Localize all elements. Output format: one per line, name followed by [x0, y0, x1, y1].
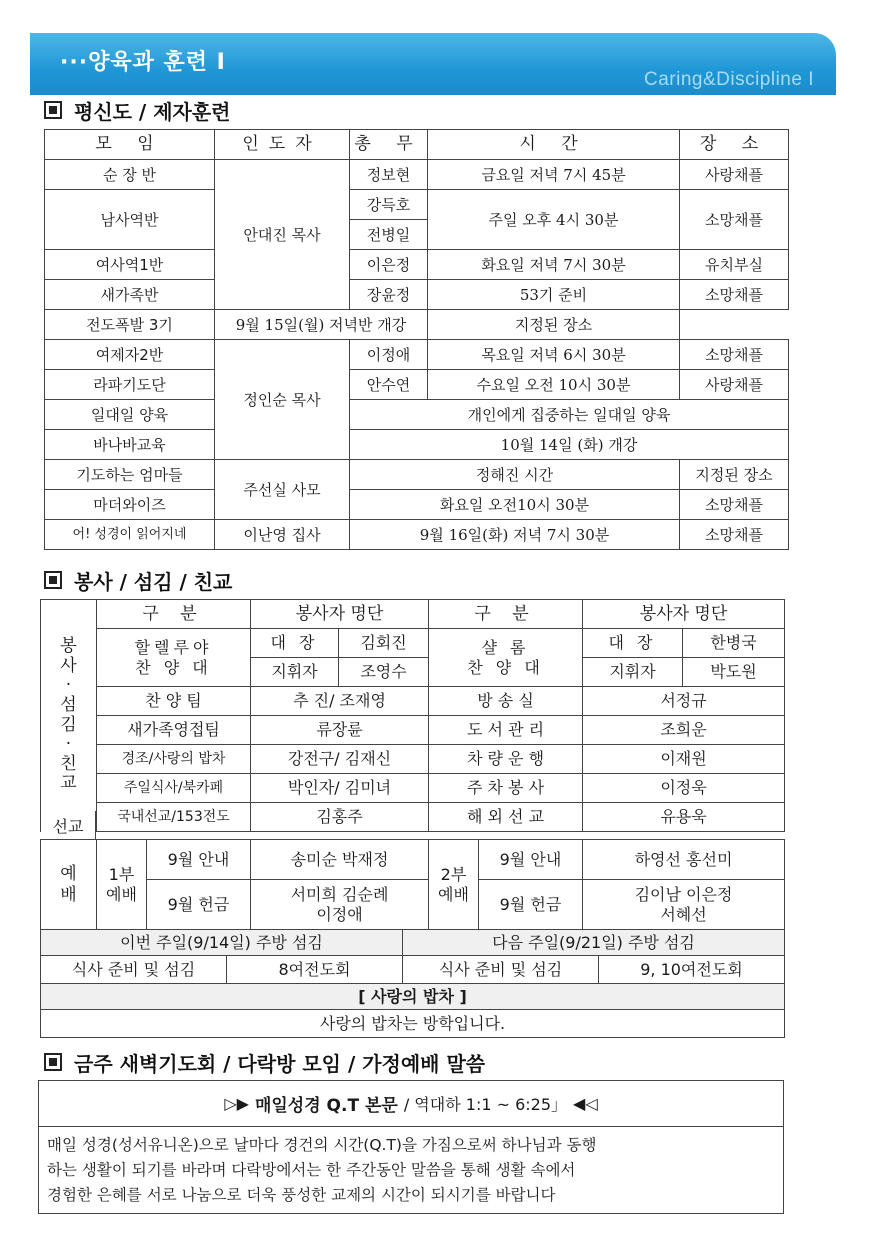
table-row [41, 774, 785, 803]
manager-cell: 강득호 [350, 190, 428, 220]
service-name: 방 송 실 [429, 687, 583, 716]
worship-table [40, 839, 785, 930]
table-header-row [41, 600, 785, 629]
section-heading-text: 금주 새벽기도회 / 다락방 모임 / 가정예배 말씀 [74, 1051, 486, 1076]
place-cell: 지정된 장소 [428, 310, 680, 340]
time-cell: 53기 준비 [428, 280, 680, 310]
table-row [41, 1010, 785, 1038]
role-label: 대 장 [583, 629, 683, 658]
time-cell: 9월 16일(화) 저녁 7시 30분 [350, 520, 680, 550]
table-row [45, 310, 789, 340]
mission-label: 선교 [41, 811, 96, 839]
table-row [41, 840, 785, 880]
service-value: 박인자/ 김미녀 [251, 774, 429, 803]
column-header: 구 분 [97, 600, 251, 629]
meal-label: 식사 준비 및 섬김 [41, 956, 227, 984]
role-value: 박도원 [683, 658, 785, 687]
manager-cell: 장윤정 [350, 280, 428, 310]
table-row [41, 716, 785, 745]
table-row [41, 629, 785, 658]
qt-title: 매일성경 Q.T 본문 [254, 1096, 398, 1116]
choir-name: 샬 롬 찬 양 대 [429, 629, 583, 687]
class-name: 전도폭발 3기 [45, 310, 215, 340]
table-row [45, 490, 789, 520]
service-time-label: 2부 예배 [429, 840, 479, 930]
role-label: 대 장 [251, 629, 339, 658]
training-table [44, 129, 789, 550]
meal-label: 식사 준비 및 섬김 [403, 956, 599, 984]
service-value: 강전구/ 김재신 [251, 745, 429, 774]
class-name: 마더와이즈 [45, 490, 215, 520]
column-header: 인도자 [215, 130, 350, 160]
column-header: 봉사자 명단 [251, 600, 429, 629]
section-heading-text: 평신도 / 제자훈련 [74, 99, 231, 124]
offering-label: 9월 헌금 [147, 880, 251, 930]
service-value: 조희운 [583, 716, 785, 745]
service-value: 류장륜 [251, 716, 429, 745]
table-row [45, 160, 789, 190]
time-cell: 화요일 저녁 7시 30분 [428, 250, 680, 280]
service-time-label: 1부 예배 [97, 840, 147, 930]
qt-reference: / 역대하 1:1 ~ 6:25」 [403, 1095, 568, 1114]
time-cell: 정해진 시간 [350, 460, 680, 490]
class-name: 바나바교육 [45, 430, 215, 460]
qt-box [38, 1080, 784, 1214]
table-row [45, 400, 789, 430]
role-value: 한병국 [683, 629, 785, 658]
service-name: 새가족영접팀 [97, 716, 251, 745]
table-row [45, 190, 789, 220]
table-row [45, 520, 789, 550]
class-name: 라파기도단 [45, 370, 215, 400]
table-row [41, 745, 785, 774]
page-title: ···양육과 훈련 I [60, 50, 226, 75]
place-cell: 소망채플 [680, 280, 789, 310]
guide-label: 9월 안내 [147, 840, 251, 880]
table-row [41, 687, 785, 716]
service-value: 서정규 [583, 687, 785, 716]
time-cell: 목요일 저녁 6시 30분 [428, 340, 680, 370]
column-header: 봉사자 명단 [583, 600, 785, 629]
class-name: 여사역1반 [45, 250, 215, 280]
column-header: 시 간 [428, 130, 680, 160]
service-name: 찬 양 팀 [97, 687, 251, 716]
kitchen-next-week: 다음 주일(9/21일) 주방 섬김 [403, 930, 785, 956]
table-row [45, 280, 789, 310]
table-row [41, 984, 785, 1010]
guide-value: 하영선 홍선미 [583, 840, 785, 880]
class-name: 새가족반 [45, 280, 215, 310]
service-name: 국내선교/153전도 [97, 803, 251, 832]
manager-cell: 정보현 [350, 160, 428, 190]
table-row [45, 460, 789, 490]
page-subtitle: Caring&Discipline I [643, 69, 814, 90]
service-name: 도 서 관 리 [429, 716, 583, 745]
role-value: 조영수 [339, 658, 429, 687]
service-name: 차 량 운 행 [429, 745, 583, 774]
table-row [41, 880, 785, 930]
place-cell: 소망채플 [680, 190, 789, 250]
kitchen-table [40, 929, 785, 1038]
qt-header [39, 1081, 783, 1127]
section-heading-service [44, 568, 232, 592]
table-row [45, 370, 789, 400]
service-value: 유용욱 [583, 803, 785, 832]
qt-body-line: 경험한 은혜를 서로 나눔으로 더욱 풍성한 교제의 시간이 되시기를 바랍니다 [47, 1186, 556, 1204]
leader-cell: 안대진 목사 [215, 160, 350, 310]
worship-label: 예 배 [41, 840, 97, 930]
time-cell: 수요일 오전 10시 30분 [428, 370, 680, 400]
table-row [45, 250, 789, 280]
service-table [40, 599, 785, 832]
time-cell: 9월 15일(월) 저녁반 개강 [215, 310, 428, 340]
place-cell: 사랑채플 [680, 160, 789, 190]
class-name: 여제자2반 [45, 340, 215, 370]
place-cell: 지정된 장소 [680, 460, 789, 490]
service-name: 경조/사랑의 밥차 [97, 745, 251, 774]
class-name: 남사역반 [45, 190, 215, 250]
love-truck-note: 사랑의 밥차는 방학입니다. [41, 1010, 785, 1038]
table-row [41, 956, 785, 984]
manager-cell: 이정애 [350, 340, 428, 370]
table-header-row [45, 130, 789, 160]
meal-value: 8여전도회 [227, 956, 403, 984]
meal-value: 9, 10여전도회 [599, 956, 785, 984]
qt-body-line: 매일 성경(성서유니온)으로 날마다 경건의 시간(Q.T)을 가짐으로써 하나님과 동행 [47, 1136, 597, 1154]
table-row [45, 340, 789, 370]
offering-label: 9월 헌금 [479, 880, 583, 930]
offering-value: 서미희 김순례 이정애 [251, 880, 429, 930]
column-header: 총 무 [350, 130, 428, 160]
class-name: 어! 성경이 읽어지네 [45, 520, 215, 550]
time-cell: 금요일 저녁 7시 45분 [428, 160, 680, 190]
service-name: 해 외 선 교 [429, 803, 583, 832]
header-banner [30, 33, 836, 95]
qt-body [39, 1127, 783, 1208]
class-name: 순 장 반 [45, 160, 215, 190]
place-cell: 소망채플 [680, 520, 789, 550]
column-header: 장 소 [680, 130, 789, 160]
leader-cell: 주선실 사모 [215, 460, 350, 520]
square-bullet-icon [44, 101, 62, 119]
manager-cell: 이은정 [350, 250, 428, 280]
manager-cell: 전병일 [350, 220, 428, 250]
triangle-left-icon: ◀◁ [573, 1094, 598, 1113]
place-cell: 소망채플 [680, 490, 789, 520]
service-name: 주일식사/북카페 [97, 774, 251, 803]
leader-cell: 정인순 목사 [215, 340, 350, 460]
column-header: 구 분 [429, 600, 583, 629]
service-name: 주 차 봉 사 [429, 774, 583, 803]
square-bullet-icon [44, 1053, 62, 1071]
guide-value: 송미순 박재정 [251, 840, 429, 880]
table-row [41, 930, 785, 956]
class-name: 기도하는 엄마들 [45, 460, 215, 490]
time-cell: 10월 14일 (화) 개강 [350, 430, 789, 460]
love-truck-title: [ 사랑의 밥차 ] [41, 984, 785, 1010]
guide-label: 9월 안내 [479, 840, 583, 880]
triangle-right-icon: ▷▶ [224, 1094, 249, 1113]
section-heading-training [44, 98, 230, 122]
manager-cell: 안수연 [350, 370, 428, 400]
section-heading-word [44, 1050, 485, 1074]
class-name: 일대일 양육 [45, 400, 215, 430]
place-cell: 유치부실 [680, 250, 789, 280]
time-cell: 화요일 오전10시 30분 [350, 490, 680, 520]
kitchen-this-week: 이번 주일(9/14일) 주방 섬김 [41, 930, 403, 956]
offering-value: 김이남 이은정 서혜선 [583, 880, 785, 930]
service-side-label: 봉 사 · 섬 김 · 친 교 [41, 600, 97, 832]
service-value: 이정욱 [583, 774, 785, 803]
time-cell: 주일 오후 4시 30분 [428, 190, 680, 250]
service-value: 김홍주 [251, 803, 429, 832]
table-row [41, 803, 785, 832]
time-cell: 개인에게 집중하는 일대일 양육 [350, 400, 789, 430]
column-header: 모 임 [45, 130, 215, 160]
role-label: 지휘자 [583, 658, 683, 687]
section-heading-text: 봉사 / 섬김 / 친교 [74, 569, 233, 594]
leader-cell: 이난영 집사 [215, 520, 350, 550]
service-value: 추 진/ 조재영 [251, 687, 429, 716]
square-bullet-icon [44, 571, 62, 589]
place-cell: 사랑채플 [680, 370, 789, 400]
table-row [45, 430, 789, 460]
choir-name: 할렐루야 찬 양 대 [97, 629, 251, 687]
qt-body-line: 하는 생활이 되기를 바라며 다락방에서는 한 주간동안 말씀을 통해 생활 속에서 [47, 1161, 576, 1179]
place-cell: 소망채플 [680, 340, 789, 370]
role-label: 지휘자 [251, 658, 339, 687]
role-value: 김회진 [339, 629, 429, 658]
service-value: 이재원 [583, 745, 785, 774]
